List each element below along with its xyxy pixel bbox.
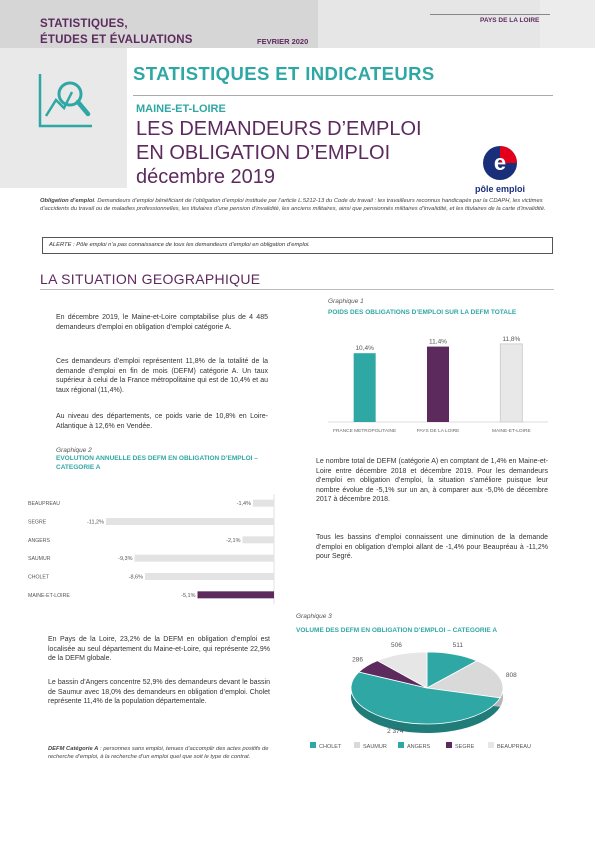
section-title: LA SITUATION GEOGRAPHIQUE xyxy=(40,271,261,287)
footnote-text: : personnes sans emploi, tenues d’accomplir des actes positifs de recherche d’emploi, à la recherche d’un emploi quel que soit le type de contrat. xyxy=(48,746,269,760)
chart2-bar-0 xyxy=(253,500,274,507)
chart2-bar-3 xyxy=(135,555,275,562)
section-rule xyxy=(40,289,554,290)
page-title-line1: LES DEMANDEURS D’EMPLOI xyxy=(136,118,422,140)
chart2-value-label-2: -2,1% xyxy=(226,537,241,544)
chart2-category-label-1: SEGRE xyxy=(28,519,47,526)
chart1-title: POIDS DES OBLIGATIONS D’EMPLOI SUR LA DEFM TOTALE xyxy=(328,309,517,316)
chart2-value-label-0: -1,4% xyxy=(236,501,251,508)
footnote xyxy=(48,745,278,761)
page-title xyxy=(136,117,476,189)
chart3-value-label-1: 808 xyxy=(505,671,517,679)
alert-box: ALERTE : Pôle emploi n’a pas connaissance de tous les demandeurs d’emploi en obligation d’emploi. xyxy=(42,237,553,254)
chart3-legend-label-0: CHOLET xyxy=(319,744,342,750)
chart1-value-label-2: 11,8% xyxy=(502,335,521,343)
chart3-pie-chart xyxy=(300,640,554,752)
chart2-category-label-3: SAUMUR xyxy=(28,556,51,563)
chart3-legend-label-2: ANGERS xyxy=(407,744,431,750)
intro-definition-label: Obligation d’emploi xyxy=(40,198,95,204)
chart3-legend-label-4: BEAUPREAU xyxy=(497,744,531,750)
chart1-bar-0 xyxy=(354,353,376,422)
chart3-legend-label-3: SEGRE xyxy=(455,744,475,750)
chart1-category-label-1: PAYS DE LA LOIRE xyxy=(416,429,460,434)
chart2-category-label-0: BEAUPREAU xyxy=(28,501,60,508)
paragraph-6: En Pays de la Loire, 23,2% de la DEFM en obligation d’emploi est localisée au seul département du Maine-et-Loire, qui représente 22,9% de la DEFM globale. xyxy=(48,636,270,662)
chart3-legend-label-1: SAUMUR xyxy=(363,744,387,750)
subregion-label: MAINE-ET-LOIRE xyxy=(136,103,226,115)
chart1-category-label-0: FRANCE METROPOLITAINE xyxy=(333,429,397,434)
chart1-value-label-0: 10,4% xyxy=(355,345,374,353)
chart3-legend-swatch-1 xyxy=(354,742,360,748)
paragraph-2: Ces demandeurs d’emploi représentent 11,8% de la totalité de la demande d’emploi en fin de mois (DEFM) catégorie A. Un taux supérieur à celui de la France métropolitaine qui est de 10,4% et au taux régional (11,4%). xyxy=(56,358,268,394)
chart2-bar-5 xyxy=(198,591,275,598)
chart3-value-label-2: 2 374 xyxy=(387,727,404,735)
chart1-caption: Graphique 1 xyxy=(328,298,364,305)
page-title-line3: décembre 2019 xyxy=(136,166,275,188)
department-label-line2: ÉTUDES ET ÉVALUATIONS xyxy=(40,34,193,46)
department-label-line1: STATISTIQUES, xyxy=(40,18,128,30)
chart1-bar-1 xyxy=(427,347,449,422)
chart2-title-line2: CATEGORIE A xyxy=(56,464,101,471)
chart1-category-label-2: MAINE-ET-LOIRE xyxy=(492,429,531,434)
chart2-horizontal-bar-chart xyxy=(28,494,290,604)
chart2-bar-2 xyxy=(243,536,275,543)
region-rule xyxy=(430,14,550,15)
chart2-value-label-1: -11,2% xyxy=(86,519,104,526)
chart3-title: VOLUME DES DEFM EN OBLIGATION D’EMPLOI – CATEGORIE A xyxy=(296,627,498,634)
chart3-legend-swatch-2 xyxy=(398,742,404,748)
logo-wordmark: pôle emploi xyxy=(474,184,525,194)
paragraph-5: Tous les bassins d’emploi connaissent une diminution de la demande d’emploi en obligation d’emploi allant de -1,4% pour Beaupréau à -11,2% pour Segré. xyxy=(316,534,548,560)
chart1-bar-2 xyxy=(500,344,522,422)
chart3-caption: Graphique 3 xyxy=(296,613,332,620)
chart2-category-label-4: CHOLET xyxy=(28,574,50,581)
intro-definition-text: . Demandeurs d’emploi bénéficiant de l’obligation d’emploi instituée par l’article L.5212-13 du Code du travail : les travailleurs reconnus handicapés par la CDAPH, les victimes d’accidents du travail ou de maladies professionnelles, les titulaires d’une pension d’invalidité, les anciens militaires, ainsi que pensionnés militaires d’invalidité, et les titulaires de la carte d’invalidité. xyxy=(40,198,546,212)
chart3-legend-swatch-0 xyxy=(310,742,316,748)
page-title-line2: EN OBLIGATION D’EMPLOI xyxy=(136,142,391,164)
chart2-value-label-3: -9,3% xyxy=(118,556,133,563)
paragraph-1: En décembre 2019, le Maine-et-Loire comptabilise plus de 4 485 demandeurs d’emploi en obligation d’emploi catégorie A. xyxy=(56,314,268,331)
chart3-legend xyxy=(310,738,550,754)
footnote-label: DEFM Catégorie A xyxy=(48,746,99,752)
chart3-value-label-3: 286 xyxy=(352,656,363,664)
department-label xyxy=(40,16,193,48)
chart2-bar-4 xyxy=(145,573,274,580)
chart2-category-label-2: ANGERS xyxy=(28,537,50,544)
publication-date: FEVRIER 2020 xyxy=(257,37,309,46)
chart2-title-line1: EVOLUTION ANNUELLE DES DEFM EN OBLIGATION D’EMPLOI – xyxy=(56,455,258,462)
region-label: PAYS DE LA LOIRE xyxy=(480,17,540,24)
chart3-value-label-0: 511 xyxy=(452,641,464,649)
chart2-caption: Graphique 2 xyxy=(56,447,92,454)
paragraph-3: Au niveau des départements, ce poids varie de 10,8% en Loire-Atlantique à 12,6% en Vendée. xyxy=(56,413,268,430)
chart2-category-label-5: MAINE-ET-LOIRE xyxy=(28,592,70,599)
magnifier-chart-icon xyxy=(36,70,96,130)
paragraph-7: Le bassin d’Angers concentre 52,9% des demandeurs devant le bassin de Saumur avec 18,0% des demandeurs en obligation d’emploi. Cholet représente 11,4% de la population départementale. xyxy=(48,679,270,705)
chart1-bar-chart xyxy=(328,322,548,444)
chart3-legend-swatch-4 xyxy=(488,742,494,748)
chart3-slices-group xyxy=(351,652,503,724)
chart3-value-label-4: 506 xyxy=(391,641,402,649)
chart2-bar-1 xyxy=(106,518,274,525)
paragraph-4: Le nombre total de DEFM (catégorie A) en comptant de 1,4% en Maine-et-Loire entre décembre 2018 et décembre 2019. Pour les demandeurs d’emploi en obligation d’emploi, la situation s’améliore puisque leur nombre évolue de -5,1% sur un an, à comparer aux -5,0% de décembre 2017 à décembre 2018. xyxy=(316,458,548,503)
chart1-value-label-1: 11,4% xyxy=(429,338,447,346)
title-rule xyxy=(133,95,553,96)
intro-definition xyxy=(40,197,560,213)
chart3-legend-swatch-3 xyxy=(446,742,452,748)
chart2-value-label-4: -8,6% xyxy=(128,574,143,581)
series-title: STATISTIQUES ET INDICATEURS xyxy=(133,63,435,84)
chart2-value-label-5: -5,1% xyxy=(181,592,196,599)
logo-letter: e xyxy=(493,150,507,175)
